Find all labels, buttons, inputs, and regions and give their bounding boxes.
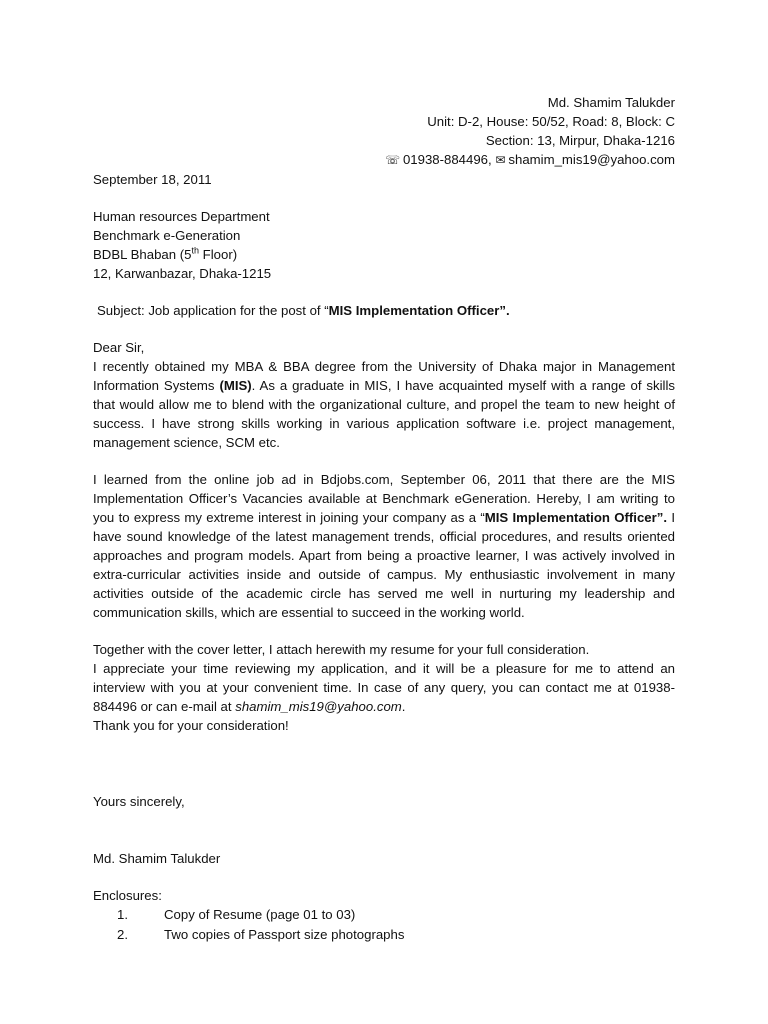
recipient-line3-sup: th (191, 245, 199, 256)
subject-suffix: . (505, 303, 510, 318)
enclosure-text: Copy of Resume (page 01 to 03) (164, 907, 356, 922)
para2-text-a: I learned from the online job ad in Bdjobs.com, September 06, 2011 that there are the MIS Implementation Officer’s Vacancies available at Benchmark eGeneration. Hereby, I am writing to you to express my extreme interest in joining your company as a “ (93, 472, 675, 525)
recipient-block (93, 207, 675, 283)
recipient-line4: 12, Karwanbazar, Dhaka-1215 (93, 266, 272, 281)
enclosure-text: Two copies of Passport size photographs (164, 927, 405, 942)
enclosures-label: Enclosures: (93, 888, 162, 903)
list-item (93, 925, 675, 945)
recipient-line2: Benchmark e-Generation (93, 228, 241, 243)
letter-date: September 18, 2011 (93, 172, 212, 187)
enclosure-num: 1. (117, 907, 128, 922)
para2-text-b: I have sound knowledge of the latest management trends, official procedures, and results oriented approaches and program models. Apart from being a proactive learner, I was actively involved in extra-curricular activities inside and outside of campus. My enthusiastic involvement in many activities outside of the academic circle has served me well in nurturing my leadership and communication skills, which are essential to succeed in the working world. (93, 510, 675, 620)
para2-bold: MIS Implementation Officer”. (484, 510, 668, 525)
recipient-line3-post: Floor) (199, 247, 238, 262)
paragraph-2 (93, 470, 675, 622)
paragraph-3 (93, 640, 675, 735)
sender-contact-line (93, 150, 675, 170)
recipient-line1: Human resources Department (93, 209, 270, 224)
sender-name: Md. Shamim Talukder (547, 95, 675, 110)
sender-email: shamim_mis19@yahoo.com (508, 152, 675, 167)
enclosures-list (93, 905, 675, 945)
subject-line (93, 301, 675, 320)
sender-address-line1: Unit: D-2, House: 50/52, Road: 8, Block: C (427, 114, 675, 129)
recipient-line3-pre: BDBL Bhaban (5 (93, 247, 192, 262)
telephone-icon: ☏ (384, 153, 400, 167)
enclosure-num: 2. (117, 927, 128, 942)
sender-phone: 01938-884496, (402, 152, 492, 167)
para1-bold: (MIS) (219, 378, 252, 393)
para1-text-a: I recently obtained my MBA & BBA degree from the University of Dhaka major in Management Information Systems (93, 359, 675, 393)
letter-page (93, 93, 675, 945)
closing: Yours sincerely, (93, 794, 185, 809)
salutation: Dear Sir, (93, 340, 145, 355)
para3-thanks: Thank you for your consideration! (93, 718, 289, 733)
mailbox-icon: ✉ (495, 153, 506, 167)
sender-block (93, 93, 675, 170)
subject-prefix: Subject: Job application for the post of “ (97, 303, 329, 318)
para3-text-a: I appreciate your time reviewing my application, and it will be a pleasure for me to attend an interview with you at your convenient time. In case of any query, you can contact me at 01938-884496 or can e-mail at (93, 661, 675, 714)
para3-line1: Together with the cover letter, I attach herewith my resume for your full consideration. (93, 642, 590, 657)
list-item (93, 905, 675, 925)
paragraph-1 (93, 357, 675, 452)
para1-text-b: . As a graduate in MIS, I have acquainted myself with a range of skills that would allow me to blend with the organizational culture, and propel the team to new height of success. I have strong skills working in various application software i.e. project management, management science, SCM etc. (93, 378, 675, 450)
subject-post: MIS Implementation Officer” (328, 303, 506, 318)
para3-email: shamim_mis19@yahoo.com (235, 699, 402, 714)
para3-body (93, 659, 675, 716)
signature-name: Md. Shamim Talukder (93, 851, 221, 866)
recipient-line3 (93, 245, 675, 264)
para3-text-b: . (401, 699, 406, 714)
sender-address-line2: Section: 13, Mirpur, Dhaka-1216 (485, 133, 675, 148)
